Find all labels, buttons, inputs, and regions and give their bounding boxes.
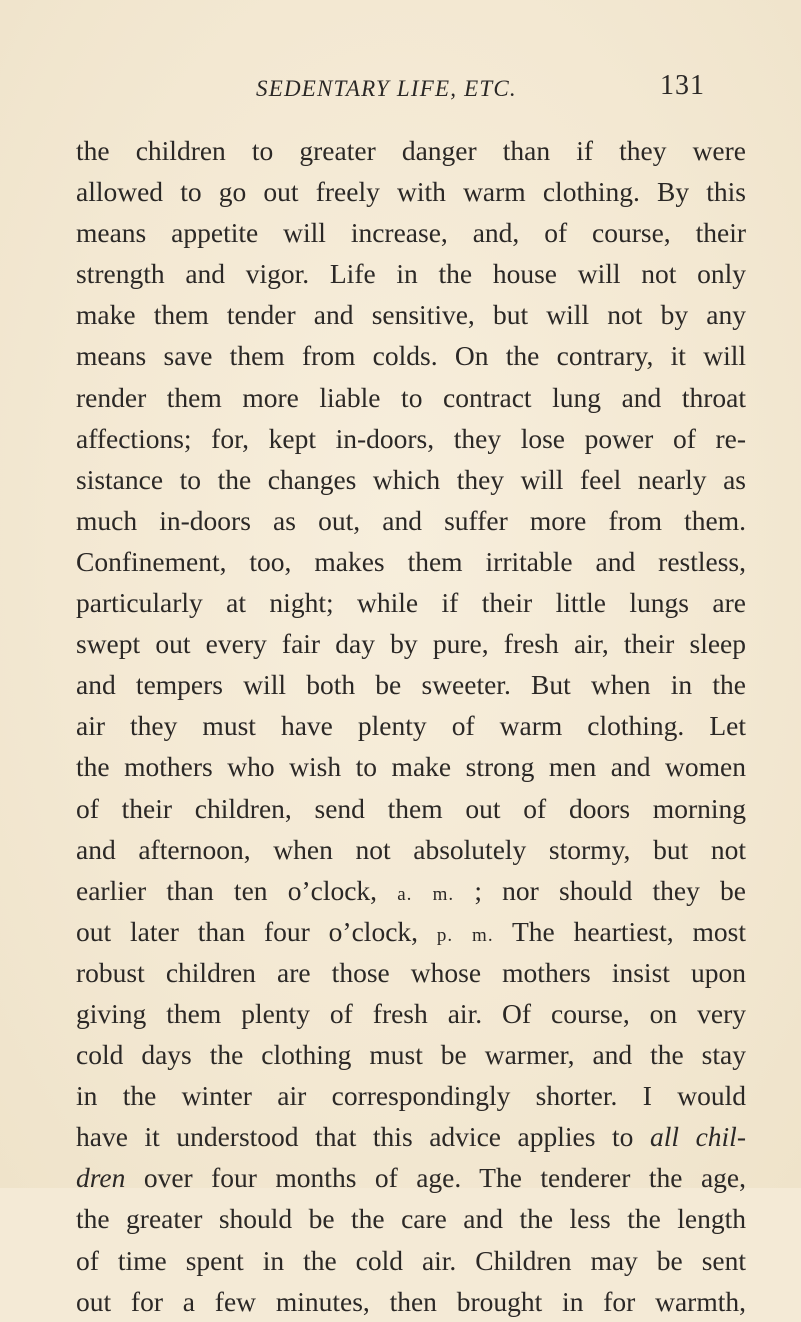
text-line	[76, 870, 746, 911]
text-run: ; nor should they be	[454, 874, 746, 906]
text-line: the mothers who wish to make strong men and women	[76, 751, 746, 783]
text-line: of time spent in the cold air. Children may be sent	[76, 1244, 746, 1276]
text-line: strength and vigor. Life in the house will not only	[76, 258, 746, 290]
text-run: The heartiest, most	[493, 915, 746, 947]
text-run	[412, 875, 432, 906]
text-line: make them tender and sensitive, but will not by any	[76, 299, 746, 331]
text-line: means save them from colds. On the contrary, it will	[76, 340, 746, 372]
page-number: 131	[660, 70, 705, 101]
text-line: in the winter air correspondingly shorter. I would	[76, 1080, 746, 1112]
text-line	[76, 1116, 746, 1157]
small-caps-abbrev: p.	[436, 924, 454, 946]
small-caps-abbrev: a.	[397, 883, 413, 905]
text-line: giving them plenty of fresh air. Of course, on very	[76, 997, 746, 1029]
text-line: means appetite will increase, and, of course, their	[76, 217, 746, 249]
text-line: air they must have plenty of warm clothing. Let	[76, 710, 746, 742]
running-title: SEDENTARY LIFE, ETC.	[256, 76, 517, 101]
text-run: have it understood that this advice applies to	[76, 1121, 650, 1153]
text-line: of their children, send them out of doors morning	[76, 792, 746, 824]
text-run: out later than four o’clock,	[76, 915, 437, 947]
text-line: cold days the clothing must be warmer, and the stay	[76, 1039, 746, 1071]
text-line: the children to greater danger than if they were	[76, 135, 746, 166]
text-line: render them more liable to contract lung and throat	[76, 381, 746, 413]
body-text	[76, 130, 746, 1322]
text-line: much in-doors as out, and suffer more from them.	[76, 504, 746, 536]
running-head	[0, 70, 801, 106]
text-line: sistance to the changes which they will feel nearly as	[76, 463, 746, 495]
text-run: over four months of age. The tenderer the age,	[125, 1162, 746, 1194]
italic-emphasis: dren	[76, 1162, 126, 1194]
text-line: robust children are those whose mothers insist upon	[76, 956, 746, 988]
small-caps-abbrev: m.	[432, 883, 455, 905]
text-line: out for a few minutes, then brought in for warmth,	[76, 1285, 746, 1317]
text-line	[76, 911, 746, 952]
text-line: and tempers will both be sweeter. But when in the	[76, 669, 746, 701]
text-line: Confinement, too, makes them irritable and restless,	[76, 545, 746, 577]
text-line	[76, 1157, 746, 1198]
small-caps-abbrev: m.	[472, 924, 494, 946]
text-line: and afternoon, when not absolutely stormy, but not	[76, 833, 746, 865]
text-line: swept out every fair day by pure, fresh air, their sleep	[76, 628, 746, 660]
italic-emphasis: all chil-	[649, 1121, 746, 1153]
text-line: allowed to go out freely with warm clothing. By this	[76, 176, 746, 208]
text-line: particularly at night; while if their little lungs are	[76, 587, 746, 619]
text-line: affections; for, kept in-doors, they lose power of re-	[76, 422, 746, 454]
text-run	[453, 916, 472, 947]
text-line: the greater should be the care and the less the length	[76, 1203, 746, 1235]
text-run: earlier than ten o’clock,	[76, 874, 398, 906]
